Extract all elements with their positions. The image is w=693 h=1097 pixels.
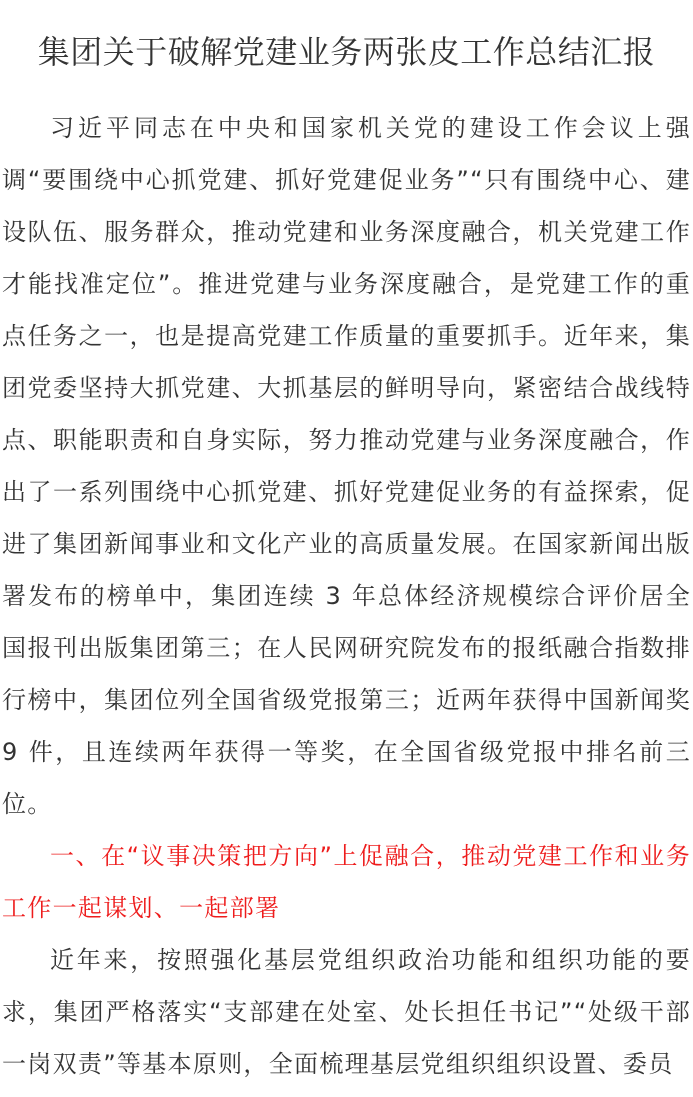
article-title: 集团关于破解党建业务两张皮工作总结汇报 (37, 33, 656, 71)
intro-paragraph: 习近平同志在中央和国家机关党的建设工作会议上强调“要围绕中心抓党建、抓好党建促业务”“只有围绕中心、建设队伍、服务群众，推动党建和业务深度融合，机关党建工作才能找准定位”。推进党建与业务深度融合，是党建工作的重点任务之一，也是提高党建工作质量的重要抓手。近年来，集团党委坚持大抓党建、大抓基层的鲜明导向，紧密结合战线特点、职能职责和自身实际，努力推动党建与业务深度融合，作出了一系列围绕中心抓党建、抓好党建促业务的有益探索，促进了集团新闻事业和文化产业的高质量发展。在国家新闻出版署发布的榜单中，集团连续 3 年总体经济规模综合评价居全国报刊出版集团第三；在人民网研究院发布的报纸融合指数排行榜中，集团位列全国省级党报第三；近两年获得中国新闻奖 9 件，且连续两年获得一等奖，在全国省级党报中排名前三位。 (2, 114, 691, 818)
section-paragraph: 近年来，按照强化基层党组织政治功能和组织功能的要求，集团严格落实“支部建在处室、处长担任书记”“处级干部一岗双责”等基本原则，全面梳理基层党组织组织设置、委员 (2, 946, 691, 1078)
section-heading: 一、在“议事决策把方向”上促融合，推动党建工作和业务工作一起谋划、一起部署 (2, 842, 691, 922)
